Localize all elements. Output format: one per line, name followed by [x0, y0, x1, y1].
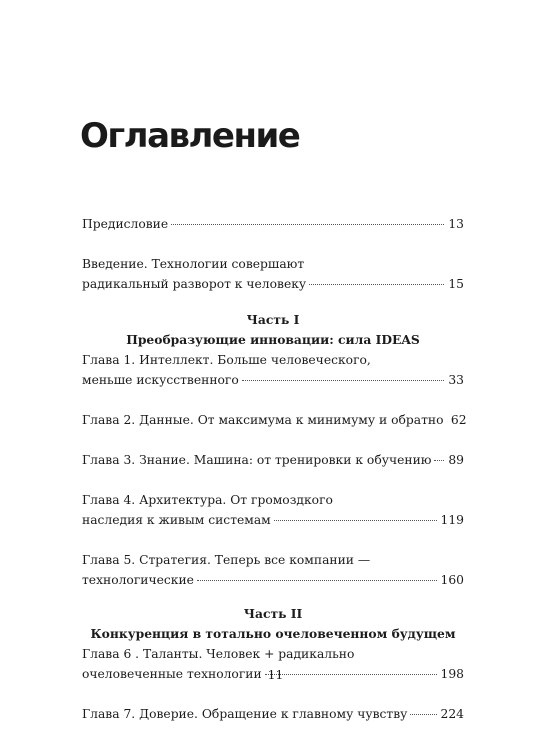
toc-entry-text: Глава 3. Знание. Машина: от тренировки к обучению: [82, 453, 432, 467]
toc-entry-text: Глава 4. Архитектура. От громоздкого: [82, 493, 333, 507]
toc-entry-intro[interactable]: [82, 254, 464, 294]
dot-leader: [171, 224, 444, 225]
toc-entry-text: Глава 2. Данные. От максимума к минимуму и обратно: [82, 413, 444, 427]
toc-page-number: 198: [440, 667, 464, 681]
part-2-title: Конкуренция в тотально очеловеченном будущем: [90, 626, 456, 641]
table-of-contents: [82, 214, 467, 724]
toc-page-number: 13: [448, 217, 464, 231]
page-title: Оглавление: [80, 116, 300, 156]
part-2-label: Часть II: [243, 606, 303, 621]
toc-entry-chapter-7[interactable]: [82, 704, 464, 724]
dot-leader: [274, 520, 437, 521]
dot-leader: [197, 580, 437, 581]
dot-leader: [434, 460, 444, 461]
toc-page-number: 33: [448, 373, 464, 387]
toc-page-number: 62: [450, 413, 467, 427]
toc-entry-chapter-1[interactable]: [82, 350, 464, 390]
toc-entry-text: Глава 7. Доверие. Обращение к главному чувству: [82, 707, 408, 721]
dot-leader: [410, 714, 436, 715]
toc-entry-text: Введение. Технологии совершают: [82, 257, 305, 271]
toc-entry-chapter-5[interactable]: [82, 550, 464, 590]
dot-leader: [309, 284, 444, 285]
page-number: 11: [267, 668, 284, 682]
dot-leader: [242, 380, 444, 381]
toc-entry-text: меньше искусственного: [82, 373, 239, 387]
toc-entry-text: Глава 6 . Таланты. Человек + радикально: [82, 647, 355, 661]
toc-entry-text: Предисловие: [82, 217, 169, 231]
toc-page-number: 119: [440, 513, 464, 527]
toc-page-number: 89: [448, 453, 464, 467]
toc-entry-text: Глава 1. Интеллект. Больше человеческого,: [82, 353, 371, 367]
toc-entry-preface[interactable]: [82, 214, 464, 234]
toc-entry-text: радикальный разворот к человеку: [82, 277, 307, 291]
toc-entry-text: очеловеченные технологии: [82, 667, 262, 681]
toc-entry-text: технологические: [82, 573, 194, 587]
toc-page-number: 224: [440, 707, 464, 721]
toc-page-number: 160: [440, 573, 464, 587]
toc-entry-text: наследия к живым системам: [82, 513, 271, 527]
toc-entry-chapter-3[interactable]: [82, 450, 464, 470]
part-1-title: Преобразующие инновации: сила IDEAS: [126, 332, 420, 347]
toc-entry-chapter-4[interactable]: [82, 490, 464, 530]
toc-page-number: 15: [448, 277, 464, 291]
part-1-label: Часть I: [246, 312, 300, 327]
toc-entry-chapter-2[interactable]: [82, 410, 467, 430]
toc-entry-text: Глава 5. Стратегия. Теперь все компании —: [82, 553, 371, 567]
